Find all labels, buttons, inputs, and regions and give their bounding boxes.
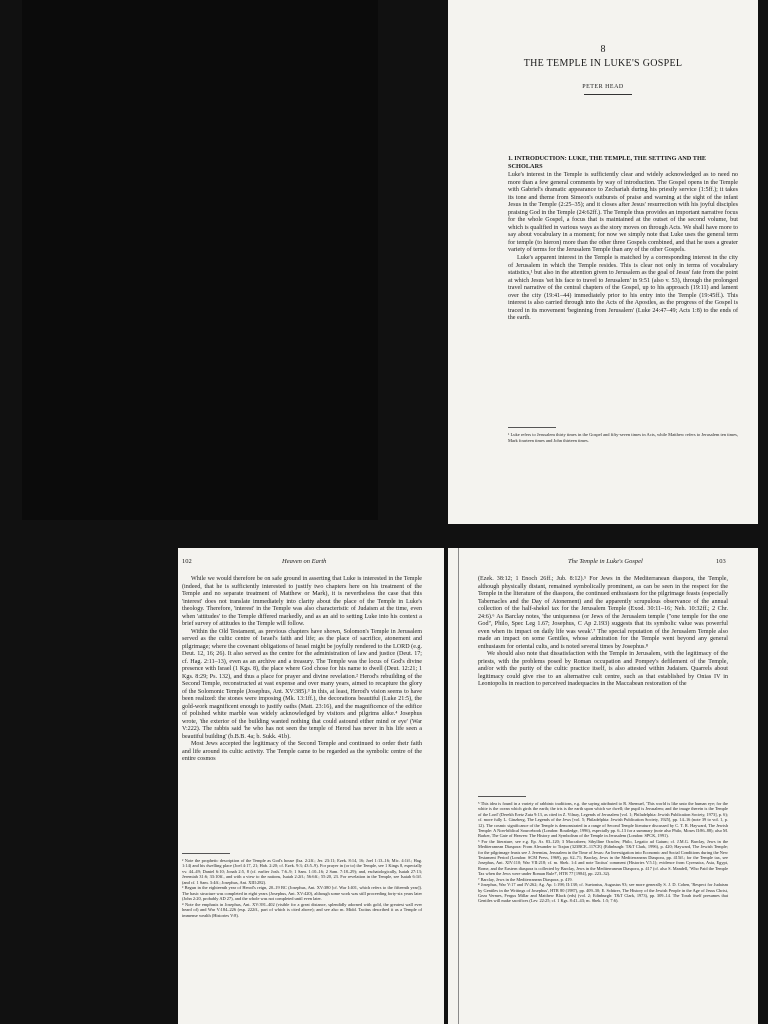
- footnote: ⁶ For the literature, see e.g. Ep. Ar. 83–120; 3 Maccabees; Sibylline Oracles; Philo, Legatio ad Gaium; cf. J.M.G. Barclay, Jews in the Mediterranean Diaspora: From Alexander to Trajan (323BCE–117CE) (Edinburgh: T&T Clark, 1996), p. 420; Hayward, The Jewish Temple; for the pilgrimage feasts see J. Jeremias, Jerusalem in the Time of Jesus: An Investigation into Economic and Social Conditions during the New Testament Period (London: SCM Press, 1969), pp. 62–71; Barclay, Jews in the Mediterranean Diaspora, pp. 415ff.; for the Temple tax, see Josephus, Ant. XIV:110; War VII:218; cf. m. Shek. 1:4 and note Tacitus' comment (Histories V.5.1); evidence from Cyrenaica, Asia, Egypt, Rome, and the Eastern diaspora is collected by Barclay, Jews in the Mediterranean Diaspora, p. 417 (cf. also S. Mandell, 'Who Paid the Temple Tax when the Jews were under Roman Rule?', HTR 77 [1984], pp. 223–32).: [478, 838, 728, 877]
- chapter-opening-page: [448, 0, 758, 524]
- paragraph: Within the Old Testament, as previous chapters have shown, Solomon's Temple in Jerusalem served as the cultic centre of Israel's faith and life; as the place of sacrifice, atonement and pilgrimage; where the covenant obligations of Israel might be joyfully rendered to the LORD (e.g. Deut. 12, 16; 26). It also served as the centre for the administration of law and justice (Deut. 17; cf. Hag. 2:11–13), even as an archive and a treasury. The Temple was the locus of God's divine presence with Israel (1 Kgs. 8), the place where God chose for his name to dwell (Deut. 12:21; 1 Kgs. 8:29; Ps. 132), and thus a place for prayer and divine revelation.² Herod's rebuilding of the Second Temple, reconstructed at vast expense and over many years, aimed to recapture the glory of the Solomonic Temple (Josephus, Ant. XV:385).³ In this, at least, Herod's vision seems to have been realized: the stones were imposing (Mk. 13:1ff.), the decorations beautiful (Luke 21:5), the gold-work magnificent enough to justify oaths (Matt. 23:16), and the magnificence of the edifice of polished white marble was widely acknowledged by visitors and pilgrims alike.⁴ Josephus wrote, 'the exterior of the building wanted nothing that could astound either mind or eye' (War V:222). The rabbis said 'he who has not seen the temple of Herod has never in his life seen a beautiful building' (b.B.B. 4a; b. Sukk. 41b).: [182, 628, 422, 740]
- page-number: 102: [182, 558, 192, 565]
- footnote: ¹ Luke refers to Jerusalem thirty times in the Gospel and fifty-seven times in Acts, while Matthew refers to Jerusalem ten times, Mark fourteen times and John thirteen times.: [508, 432, 738, 443]
- page-102: [178, 548, 444, 1024]
- footnote: ⁷ Barclay, Jews in the Mediterranean Diaspora, p. 419.: [478, 876, 573, 882]
- paragraph: Most Jews accepted the legitimacy of the Second Temple and continued to order their faith and life around its cultic activity. The Temple came to be regarded as the symbolic centre of the entire cosmos: [182, 741, 422, 762]
- author-rule: [584, 94, 632, 95]
- footnote-rule: [182, 853, 230, 854]
- paragraph: While we would therefore be on safe ground in asserting that Luke is interested in the Temple (indeed, that he is sufficiently interested to justify two chapters here on his treatment of the Temple and no separate treatment of Matthew or Mark), it is nevertheless the case that this 'interest' does not translate immediately into clarity about the place of the Temple in Luke's theology. Therefore, 'interest' in the Temple was also characteristic of Judaism at the time, even when 'attitudes' to the Temple differed markedly, and as an aid to setting Luke into his context a brief survey of attitudes to the Temple will follow.: [182, 576, 422, 627]
- paragraph: Luke's apparent interest in the Temple is matched by a corresponding interest in the city of Jerusalem in which the Temple resides. This is clear not only in terms of vocabulary statistics,¹ but also in the attention given to Jerusalem as the goal of Jesus' fate from the point at which Jesus 'set his face to travel to Jerusalem' in 9:51 (also v. 53), through the prolonged travel narrative of the central chapters of the Gospel, up to his approach (19:11) and lament over the city (19:41–44) immediately prior to his entry into the Temple (19:45ff.). This interest is also carried through into the Acts of the Apostles, as the progress of the Gospel is traced in its movement 'beginning from Jerusalem' (Luke 24:47–49; Acts 1:8) to the ends of the earth.: [508, 255, 738, 322]
- chapter-title: THE TEMPLE IN LUKE'S GOSPEL: [523, 58, 683, 69]
- gutter-line: [458, 548, 459, 1024]
- page-number: 103: [716, 558, 726, 565]
- paragraph: Luke's interest in the Temple is sufficiently clear and widely acknowledged as to need no more than a few general comments by way of introduction. The Gospel opens in the Temple with Gabriel's dramatic appearance to Zechariah during his priestly service (1:5ff.); it takes its tone and theme from Simeon's outbursts of praise and warning at the sight of the infant Jesus in the Temple (2:25–35); and it closes after Jesus' resurrection with his joyful disciples praising God in the Temple (24:62ff.). The Temple thus provides an important narrative focus for the whole Gospel, a focus that is maintained at the outset of the second volume, but which is qualified in various ways as the story moves on through Acts. We shall have more to say about vocabulary in a moment; for now we simply note that Luke uses the general term for temple (to hieron) more than the other three Gospels combined, and that he uses a greater variety of terms for the Jerusalem Temple than any of the other Gospels.: [508, 172, 738, 254]
- paragraph: We should also note that dissatisfaction with the Temple in Jerusalem, with the legitimacy of the priests, with the problems posed by Roman occupation and Pompey's defilement of the Temple, and/or with the purity of the cultic practice itself, is also attested within Judaism. Quarrels about legitimacy could give rise to an alternative cult centre, such as that established by Onias IV in Leontopolis in reaction to perceived inadequacies in the Maccabean restoration of the: [478, 651, 728, 687]
- footnote: ² Note the prophetic description of the Temple as God's house (Isa. 2:2ff.; Jer. 23:11; Ezek. 8:14, 16; Joel 1:13–16; Mic. 4:1ff.; Hag. 1:14) and his dwelling place (Joel 4:17, 21; Hab. 2:20; cf. Ezek. 9:3; 43:5–9). For prayer in (or to) the Temple, see 1 Kings 8, especially vv. 44–49; Daniel 6:10; Jonah 2:5, 8 (cf. earlier Josh. 7:6–9; 1 Sam. 1:10–16; 2 Sam. 7:18–29); and, eschatologically, Isaiah 27:13; Jeremiah 31:6; 33:10ff., and with a view to the nations, Isaiah 2:2ff.; 56:6ff.; 55:20, 23. For revelation in the Temple, see Isaiah 6:1ff. (and cf. 1 Sam. 3:4ff.; Josephus, Ant. XIII:282).: [182, 858, 422, 885]
- footnote-rule: [508, 427, 556, 428]
- page-103: [448, 548, 758, 1024]
- body-text: [508, 172, 738, 323]
- footnote: ⁴ Note the emphasis in Josephus, Ant. XV:391–402 (visible for a great distance, splendidly adorned with gold, the greatest wall ever heard of) and War V:184–226 (esp. 222ff., part of which is cited above); and see also m. Midd. Tacitus described it as a Temple of immense wealth (Histories V:8).: [182, 901, 422, 918]
- chapter-number: 8: [600, 44, 606, 55]
- footnote: ⁵ This idea is found in a variety of rabbinic traditions, e.g. the saying attributed to R. Shemuel, 'This world is like unto the human eye; for the white is the ocean which girds the earth; the iris is the earth upon which we dwell; the pupil is Jerusalem; and the image therein is the Temple of the Lord' (Derekh Eretz Zuta 9:13, as cited in Z. Vilnay, Legends of Jerusalem [vol. 1; Philadelphia: Jewish Publication Society, 1973], p. 6); cf. more fully L. Ginzberg, The Legends of the Jews [vol. 5; Philadelphia: Jewish Publication Society, 1925], pp. 14–16 (note 39 to vol. 1, p. 12). The cosmic significance of the Temple is demonstrated in a range of Second Temple literature discussed by C. T. R. Hayward, The Jewish Temple: A Non-biblical Sourcebook (London: Routledge, 1996), especially pp. 6–13 for a summary (note also Philo, Moses II:86–88); also M. Barker, The Gate of Heaven: The History and Symbolism of the Temple in Jerusalem (London: SPCK, 1991).: [478, 801, 728, 839]
- footnote-rule: [478, 796, 526, 797]
- footnotes: [182, 858, 422, 918]
- paragraph: (Ezek. 38:12; 1 Enoch 26ff.; Jub. 8:12).⁵ For Jews in the Mediterranean diaspora, the Temple, although physically distant, remained symbolically prominent, as can be seen in the respect for the Temple in the literature of the diaspora, the continued enthusiasm for the pilgrimage feasts (especially Tabernacles and the Day of Atonement) and the apparently scrupulous observance of the annual collection of the half-shekel tax for the Jerusalem Temple (Exod. 30:11–16; Neh. 10:32ff.; 2 Chr. 24:6).⁶ As Barclay notes, 'the uniqueness (or Jews of the Jerusalem temple ("one temple for the one God", Philo, Spec Leg 1.67; Josephus, C Ap 2.193) suggests that its symbolic value was powerful even when its impact on daily life was weak'.⁷ The special reputation of the Jerusalem Temple also made an impact on some Gentiles, whose admiration for the Temple went beyond any general enthusiasm for oriental cults, and is noted several times by Josephus.⁸: [478, 576, 728, 650]
- footnotes: [478, 801, 728, 904]
- blank-verso-page: [22, 0, 378, 520]
- running-head: Heaven on Earth: [282, 558, 327, 565]
- section-heading: 1. INTRODUCTION: LUKE, THE TEMPLE, THE SETTING AND THE SCHOLARS: [508, 155, 707, 170]
- body-text: [478, 576, 728, 689]
- footnote: ³ Begun in the eighteenth year of Herod's reign, 20–19 BC (Josephus, Ant. XV:380 [cf. War I:401, which refers to the fifteenth year]). The basic structure was completed in eight years (Josephus, Ant. XV:420), although some work was still proceeding forty-six years later (John 2:20, probably AD 27), and the whole was not completed until even later.: [182, 885, 422, 902]
- chapter-author: PETER HEAD: [582, 84, 624, 90]
- body-text: [182, 576, 422, 764]
- footnote: ⁸ Josephus, War V:17 and IV:262; Ag. Ap. 1:198; II:138; cf. Suetonius, Augustus 93; see more generally S. J. D. Cohen, 'Respect for Judaism by Gentiles in the Writings of Josephus', HTR 80 (1987), pp. 409–30; E. Schürer, The History of the Jewish People in the Age of Jesus Christ, Geza Vermes, Fergus Millar and Matthew Black (eds) (vol. 2; Edinburgh: T&T Clark, 1973), pp. 309–14. The Torah itself presumes that Gentiles will make sacrifices (Lev. 22:25; cf. 1 Kgs. 8:41–43; m. Shek. 1:5; 7:6).: [478, 882, 728, 904]
- running-head: The Temple in Luke's Gospel: [568, 558, 643, 565]
